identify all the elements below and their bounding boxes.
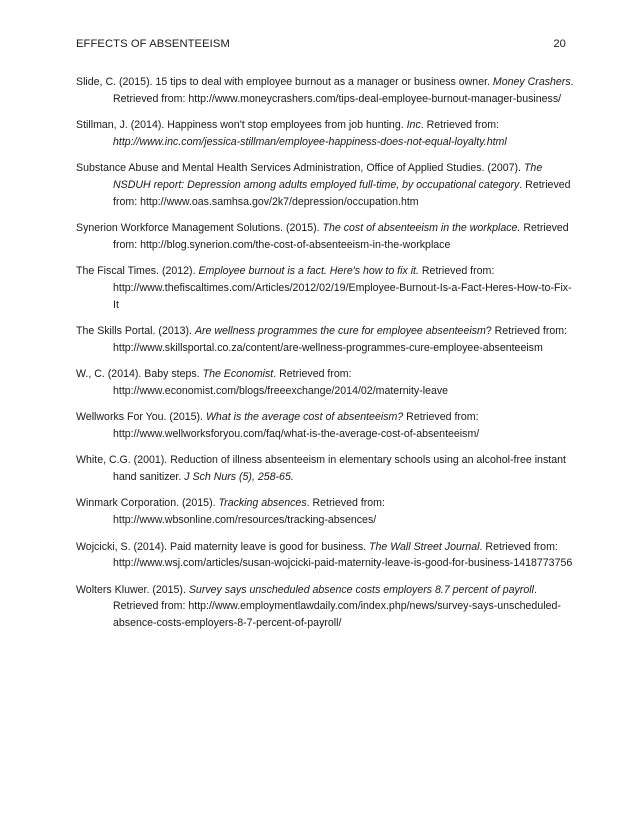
reference-source: Money Crashers [492,76,571,88]
reference-entry [76,366,576,400]
reference-source: The cost of absenteeism in the workplace. [322,222,521,235]
reference-source: Survey says unscheduled absence costs employers 8.7 percent of payroll [188,583,534,596]
reference-entry [76,409,576,443]
reference-entry [76,74,576,108]
reference-source: J Sch Nurs (5), 258-65. [184,471,294,484]
reference-source: The Wall Street Journal [369,540,480,553]
reference-retrieval: Retrieved from: http://blog.synerion.com/the-cost-of-absenteeism-in-the-workplace [113,222,569,251]
reference-retrieval: ? Retrieved from: http://www.skillsportal.co.za/content/are-wellness-programmes-cure-employee-absenteeism [113,325,568,354]
reference-entry [76,263,576,313]
reference-retrieval: . Retrieved from: http://www.employmentlawdaily.com/index.php/news/survey-says-unscheduled-absence-costs-employers-8-7-percent-of-payroll/ [113,583,561,630]
reference-text: The Fiscal Times. (2012). [76,265,199,278]
reference-text: W., C. (2014). Baby steps. [76,368,203,381]
reference-source: The Economist [202,368,274,381]
reference-source: The NSDUH report: Depression among adults employed full-time, by occupational category [113,162,543,191]
reference-entry [76,582,576,632]
reference-retrieval: . Retrieved from: http://www.wsj.com/articles/susan-wojcicki-paid-maternity-leave-is-good-for-business-1418773756 [113,540,573,570]
reference-text: Slide, C. (2015). 15 tips to deal with employee burnout as a manager or business owner. [76,76,493,88]
reference-text: Wolters Kluwer. (2015). [76,583,189,596]
reference-retrieval: Retrieved from: http://www.thefiscaltimes.com/Articles/2012/02/19/Employee-Burnout-Is-a-Fact-Heres-How-to-Fix-It [113,265,572,311]
reference-source: Employee burnout is a fact. Here's how to fix it. [198,265,419,278]
reference-entry [76,323,576,357]
reference-list [76,74,576,642]
reference-entry [76,452,576,486]
reference-text: Substance Abuse and Mental Health Services Administration, Office of Applied Studies. (2007). [76,162,524,175]
reference-text: Wellworks For You. (2015). [76,411,206,424]
reference-source: Are wellness programmes the cure for employee absenteeism [194,325,486,338]
reference-source: What is the average cost of absenteeism? [205,411,404,424]
reference-url: http://www.inc.com/jessica-stillman/employee-happiness-does-not-equal-loyalty.html [113,135,507,148]
reference-entry [76,220,576,254]
reference-text: Synerion Workforce Management Solutions. (2015). [76,222,323,235]
running-title: EFFECTS OF ABSENTEEISM [76,38,230,50]
reference-source: Inc [406,119,421,132]
reference-text: The Skills Portal. (2013). [76,325,195,338]
reference-text: Winmark Corporation. (2015). [76,497,219,510]
reference-text: Wojcicki, S. (2014). Paid maternity leave is good for business. [76,540,370,553]
reference-entry [76,539,576,573]
page-number: 20 [553,38,566,50]
reference-retrieval: . Retrieved from: http://www.moneycrashers.com/tips-deal-employee-burnout-manager-business/ [113,76,574,105]
reference-entry [76,495,576,529]
reference-entry [76,117,576,151]
reference-source: Tracking absences [218,497,307,510]
reference-text: Stillman, J. (2014). Happiness won't stop employees from job hunting. [76,119,407,132]
reference-text: White, C.G. (2001). Reduction of illness absenteeism in elementary schools using an alcohol-free instant hand sanitizer. [76,454,566,484]
reference-entry [76,160,576,210]
reference-retrieval: . Retrieved from: http://www.wbsonline.com/resources/tracking-absences/ [113,497,385,527]
reference-retrieval: Retrieved from: http://www.wellworksforyou.com/faq/what-is-the-average-cost-of-absenteeism/ [113,411,480,441]
running-head [76,38,566,50]
reference-retrieval: . Retrieved from: http://www.oas.samhsa.gov/2k7/depression/occupation.htm [113,178,571,208]
reference-retrieval: . Retrieved from: http://www.economist.com/blogs/freeexchange/2014/02/maternity-leave [113,368,449,397]
reference-retrieval: . Retrieved from: [420,119,500,132]
